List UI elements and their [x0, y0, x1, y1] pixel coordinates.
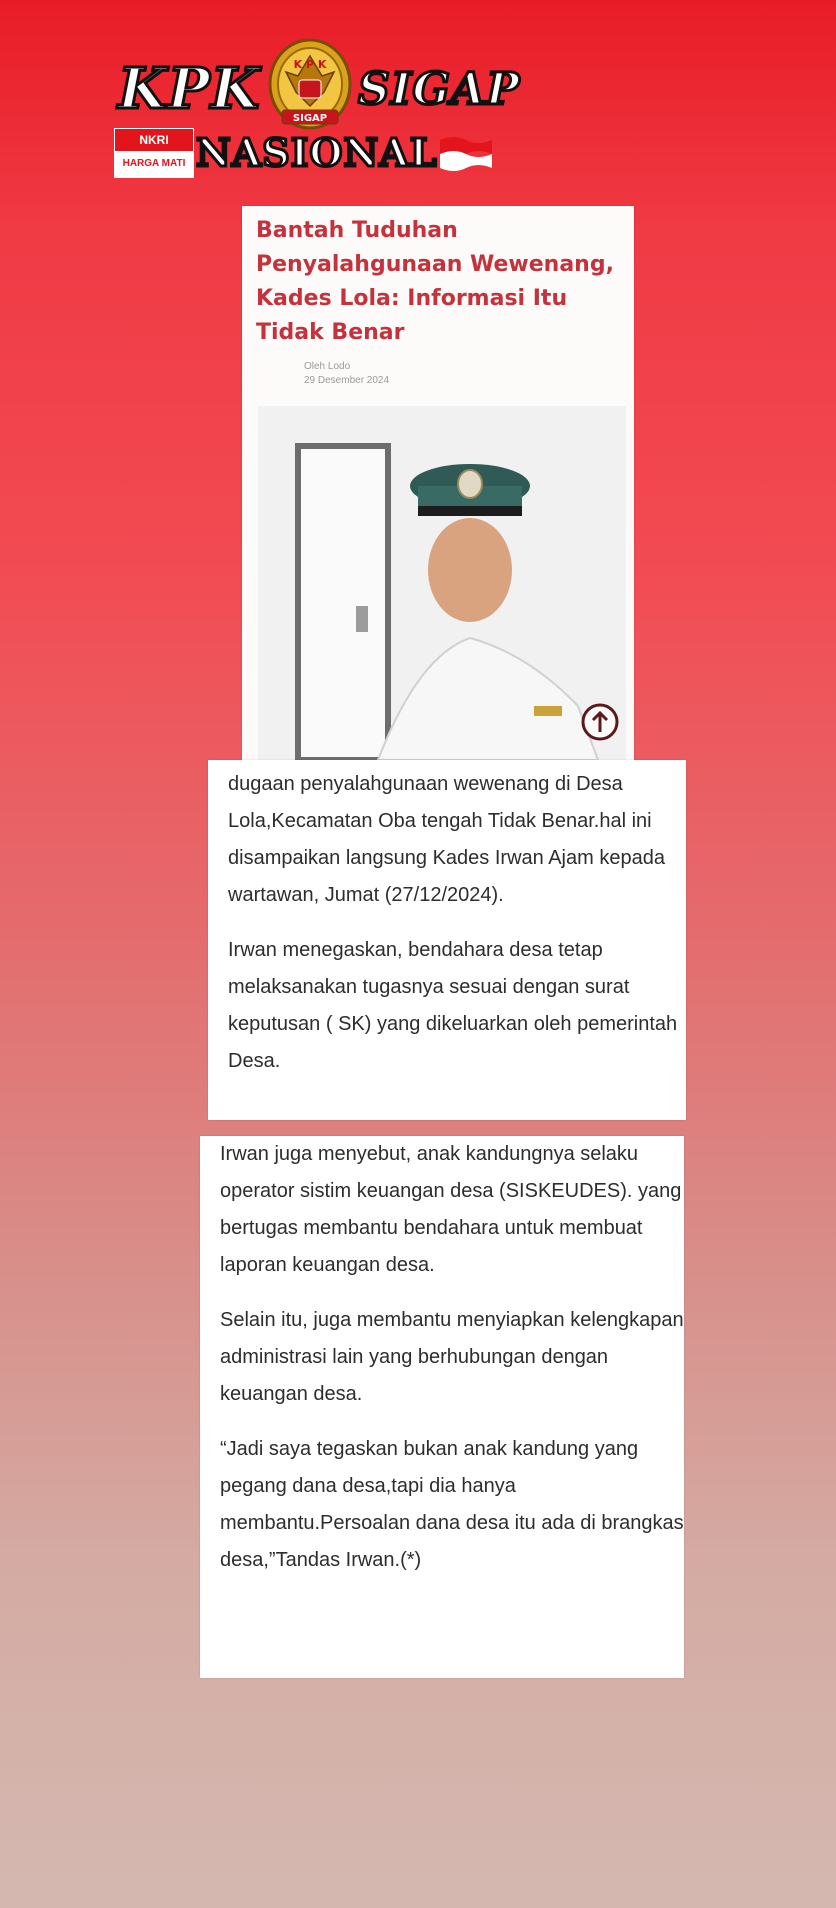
arrow-up-circle-icon[interactable]	[580, 702, 620, 742]
article-headline: Bantah Tuduhan Penyalahgunaan Wewenang, Kades Lola: Informasi Itu Tidak Benar	[256, 218, 614, 345]
svg-text:K P K: K P K	[293, 58, 327, 71]
byline-date: 29 Desember 2024	[304, 375, 390, 386]
text-card-1	[208, 760, 686, 1120]
article-screenshot-card	[242, 206, 634, 760]
nkri-badge	[114, 128, 194, 178]
logo-sigap-text: SIGAP	[358, 64, 521, 115]
article-byline	[304, 360, 389, 388]
garuda-emblem-icon	[264, 36, 356, 136]
svg-text:SIGAP: SIGAP	[292, 113, 328, 124]
kades-photo	[258, 406, 626, 760]
paragraph-4: Selain itu, juga membantu menyiapkan kelengkapan administrasi lain yang berhubungan dengan keuangan desa.	[220, 1309, 684, 1405]
harga-mati-label: HARGA MATI	[115, 151, 193, 177]
paragraph-1: dugaan penyalahgunaan wewenang di Desa Lola,Kecamatan Oba tengah Tidak Benar.hal ini disampaikan langsung Kades Irwan Ajam kepada wartawan, Jumat (27/12/2024).	[228, 773, 665, 906]
site-logo	[112, 30, 532, 180]
byline-author: Oleh Lodo	[304, 361, 351, 372]
nkri-label: NKRI	[115, 129, 193, 151]
indonesia-flag-icon	[438, 134, 494, 174]
logo-kpk-text: KPK	[118, 56, 261, 122]
paragraph-2: Irwan menegaskan, bendahara desa tetap melaksanakan tugasnya sesuai dengan surat keputusan ( SK) yang dikeluarkan oleh pemerintah Desa.	[228, 939, 678, 1072]
logo-nasional-text: NASIONAL	[196, 130, 438, 175]
paragraph-5: “Jadi saya tegaskan bukan anak kandung yang pegang dana desa,tapi dia hanya membantu.Persoalan dana desa itu ada di brangkas desa,”Tandas Irwan.(*)	[220, 1438, 684, 1571]
text-card-2	[200, 1136, 684, 1678]
paragraph-3: Irwan juga menyebut, anak kandungnya selaku operator sistim keuangan desa (SISKEUDES). yang bertugas membantu bendahara untuk membuat laporan keuangan desa.	[220, 1143, 682, 1276]
